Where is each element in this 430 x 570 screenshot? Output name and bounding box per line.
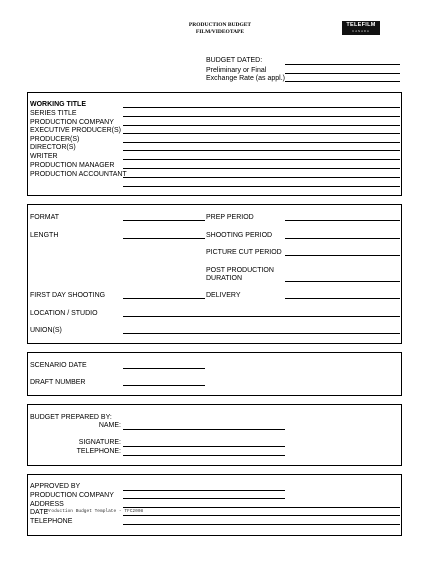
shooting-period-field[interactable]	[285, 238, 400, 239]
producers-field[interactable]	[123, 142, 400, 143]
approval-company-label: PRODUCTION COMPANY	[30, 492, 114, 499]
form-title: PRODUCTION BUDGET	[188, 22, 252, 28]
prep-period-label: PREP PERIOD	[206, 214, 254, 221]
date-label: DATE	[30, 509, 49, 516]
production-manager-field[interactable]	[123, 168, 400, 169]
first-day-shooting-field[interactable]	[123, 298, 205, 299]
approved-by-field[interactable]	[123, 490, 285, 491]
producers-label: PRODUCER(S)	[30, 136, 80, 143]
post-production-field[interactable]	[285, 281, 400, 282]
production-accountant-field[interactable]	[123, 177, 400, 178]
production-company-label: PRODUCTION COMPANY	[30, 119, 114, 126]
format-label: FORMAT	[30, 214, 60, 221]
shooting-period-label: SHOOTING PERIOD	[206, 232, 273, 239]
series-title-label: SERIES TITLE	[30, 110, 77, 117]
signature-field[interactable]	[123, 446, 285, 447]
prepared-by-label: BUDGET PREPARED BY:	[30, 414, 112, 421]
directors-field[interactable]	[123, 150, 400, 151]
production-manager-label: PRODUCTION MANAGER	[30, 162, 115, 169]
form-subtitle: FILM/VIDEOTAPE	[195, 29, 245, 35]
telephone-label: TELEPHONE:	[76, 448, 121, 455]
approval-company-field[interactable]	[123, 498, 285, 499]
exchange-rate-field[interactable]	[285, 81, 400, 82]
prep-period-field[interactable]	[285, 220, 400, 221]
unions-field[interactable]	[123, 333, 400, 334]
scenario-section	[27, 352, 402, 396]
preliminary-field[interactable]	[285, 73, 400, 74]
draft-number-label: DRAFT NUMBER	[30, 379, 86, 386]
address-label: ADDRESS	[30, 501, 64, 508]
name-label: NAME:	[98, 422, 121, 429]
footer-text: Production Budget Template - TFC2008	[46, 509, 144, 514]
approved-by-label: APPROVED BY	[30, 483, 81, 490]
post-production-duration-label: DURATION	[206, 275, 243, 282]
length-label: LENGTH	[30, 232, 59, 239]
production-accountant-label: PRODUCTION ACCOUNTANT	[30, 171, 127, 178]
address-field[interactable]	[123, 507, 400, 508]
scenario-date-label: SCENARIO DATE	[30, 362, 87, 369]
budget-dated-field[interactable]	[285, 64, 400, 65]
extra-field[interactable]	[123, 186, 400, 187]
length-field[interactable]	[123, 238, 205, 239]
picture-cut-period-label: PICTURE CUT PERIOD	[206, 249, 282, 256]
format-field[interactable]	[123, 220, 205, 221]
scenario-date-field[interactable]	[123, 368, 205, 369]
telephone-field[interactable]	[123, 455, 285, 456]
approval-telephone-label: TELEPHONE	[30, 518, 73, 525]
working-title-label: WORKING TITLE	[30, 101, 86, 108]
location-studio-field[interactable]	[123, 316, 400, 317]
writer-label: WRITER	[30, 153, 58, 160]
working-title-field[interactable]	[123, 107, 400, 108]
unions-label: UNION(S)	[30, 327, 62, 334]
delivery-field[interactable]	[285, 298, 400, 299]
picture-cut-period-field[interactable]	[285, 255, 400, 256]
signature-label: SIGNATURE:	[78, 439, 121, 446]
approval-telephone-field[interactable]	[123, 524, 400, 525]
exchange-rate-label: Exchange Rate (as appl.)	[206, 75, 285, 82]
approved-by-section	[27, 474, 402, 536]
preliminary-label: Preliminary or Final	[206, 67, 267, 74]
logo-main-text: TELEFILM	[346, 22, 376, 28]
name-field[interactable]	[123, 429, 285, 430]
budget-dated-label: BUDGET DATED:	[206, 57, 263, 64]
writer-field[interactable]	[123, 159, 400, 160]
series-title-field[interactable]	[123, 116, 400, 117]
delivery-label: DELIVERY	[206, 292, 241, 299]
date-field[interactable]	[123, 515, 400, 516]
directors-label: DIRECTOR(S)	[30, 144, 76, 151]
logo-sub-text: CANADA	[352, 29, 370, 33]
executive-producers-field[interactable]	[123, 133, 400, 134]
post-production-label: POST PRODUCTION	[206, 267, 274, 274]
executive-producers-label: EXECUTIVE PRODUCER(S)	[30, 127, 122, 134]
location-studio-label: LOCATION / STUDIO	[30, 310, 98, 317]
production-company-field[interactable]	[123, 125, 400, 126]
draft-number-field[interactable]	[123, 385, 205, 386]
first-day-shooting-label: FIRST DAY SHOOTING	[30, 292, 106, 299]
telefilm-logo	[342, 21, 380, 35]
